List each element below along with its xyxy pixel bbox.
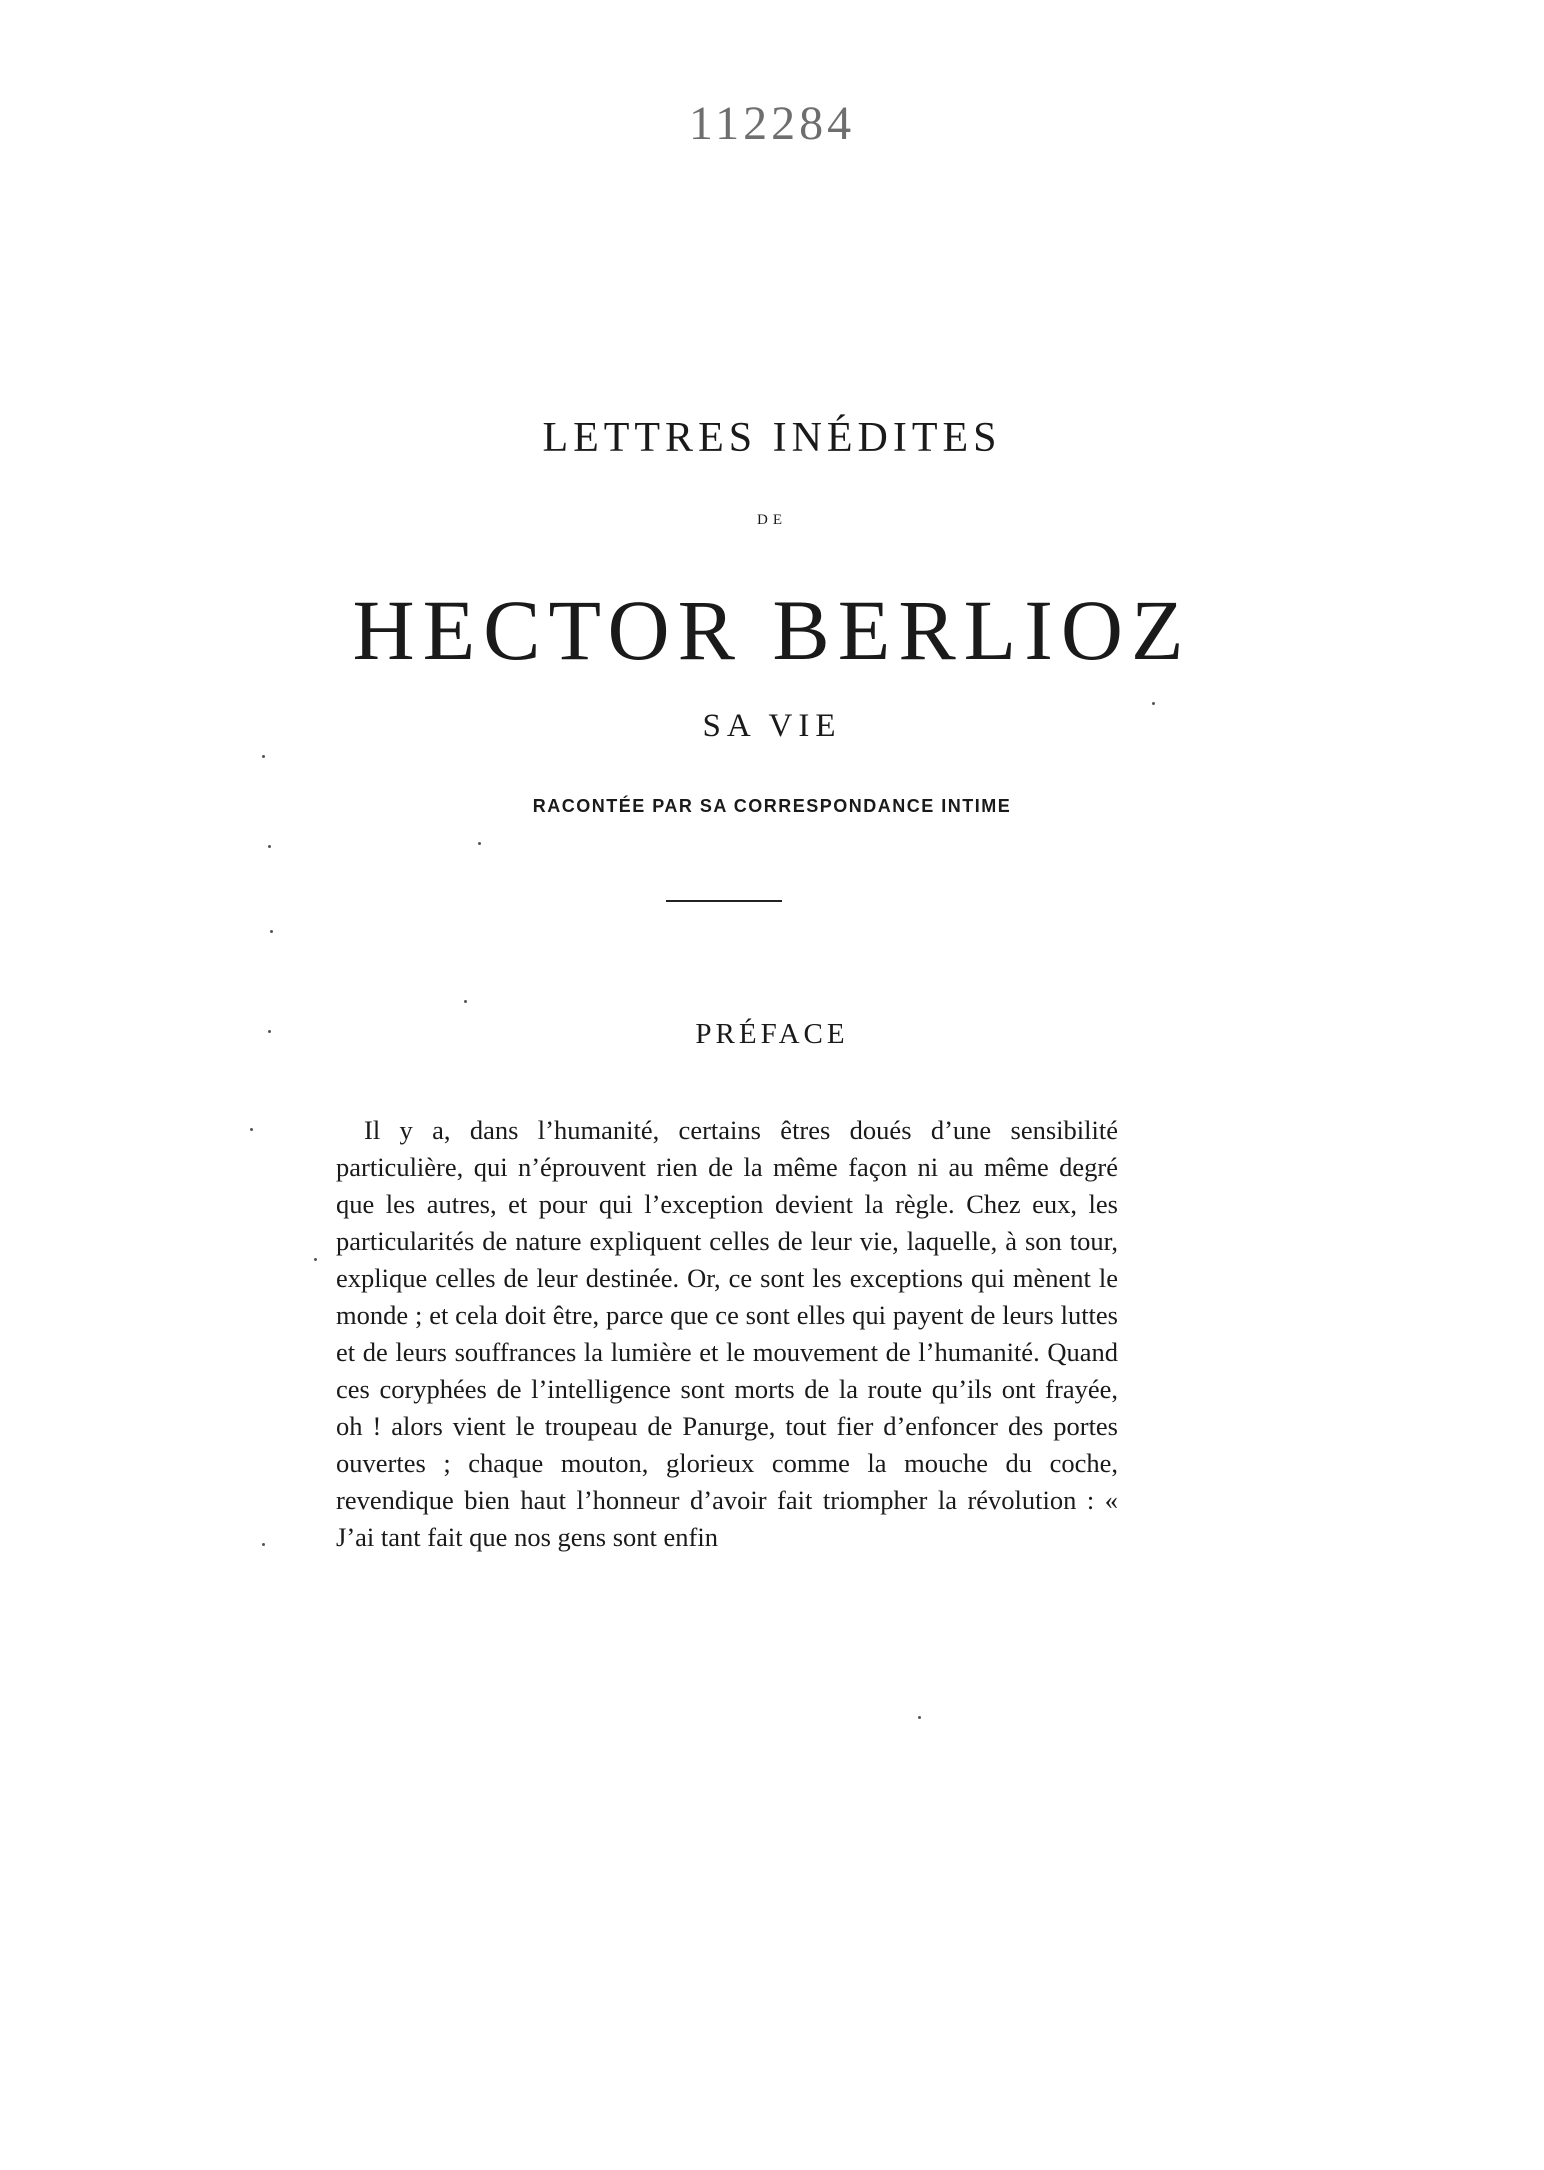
title-divider [666,900,782,902]
title-subtitle: RACONTÉE PAR SA CORRESPONDANCE INTIME [532,796,1012,816]
preface-paragraph: Il y a, dans l’humanité, certains êtres doués d’une sensibilité particulière, qui n’éprouvent rien de la même façon ni au même degré que les autres, et pour qui l’exception devient la règle. Chez eux, les particularités de nature expliquent celles de leur vie, laquelle, à son tour, explique celles de leur destinée. Or, ce sont les exceptions qui mènent le monde ; et cela doit être, parce que ce sont elles qui payent de leurs luttes et de leurs souffrances la lumière et le mouvement de l’humanité. Quand ces coryphées de l’intelligence sont morts de la route qu’ils ont frayée, oh ! alors vient le troupeau de Panurge, tout fier d’enfoncer des portes ouvertes ; chaque mouton, glorieux comme la mouche du coche, revendique bien haut l’honneur d’avoir fait triompher la révolution : « J’ai tant fait que nos gens sont enfin [336,1115,1118,1552]
title-author: HECTOR BERLIOZ [352,582,1192,678]
title-connector: DE [757,512,787,528]
title-lettres-inedites: LETTRES INÉDITES [542,415,1002,461]
title-sa-vie: SA VIE [702,708,842,744]
section-heading-preface: PRÉFACE [695,1018,849,1050]
library-stamp-number: 112284 [688,97,856,150]
